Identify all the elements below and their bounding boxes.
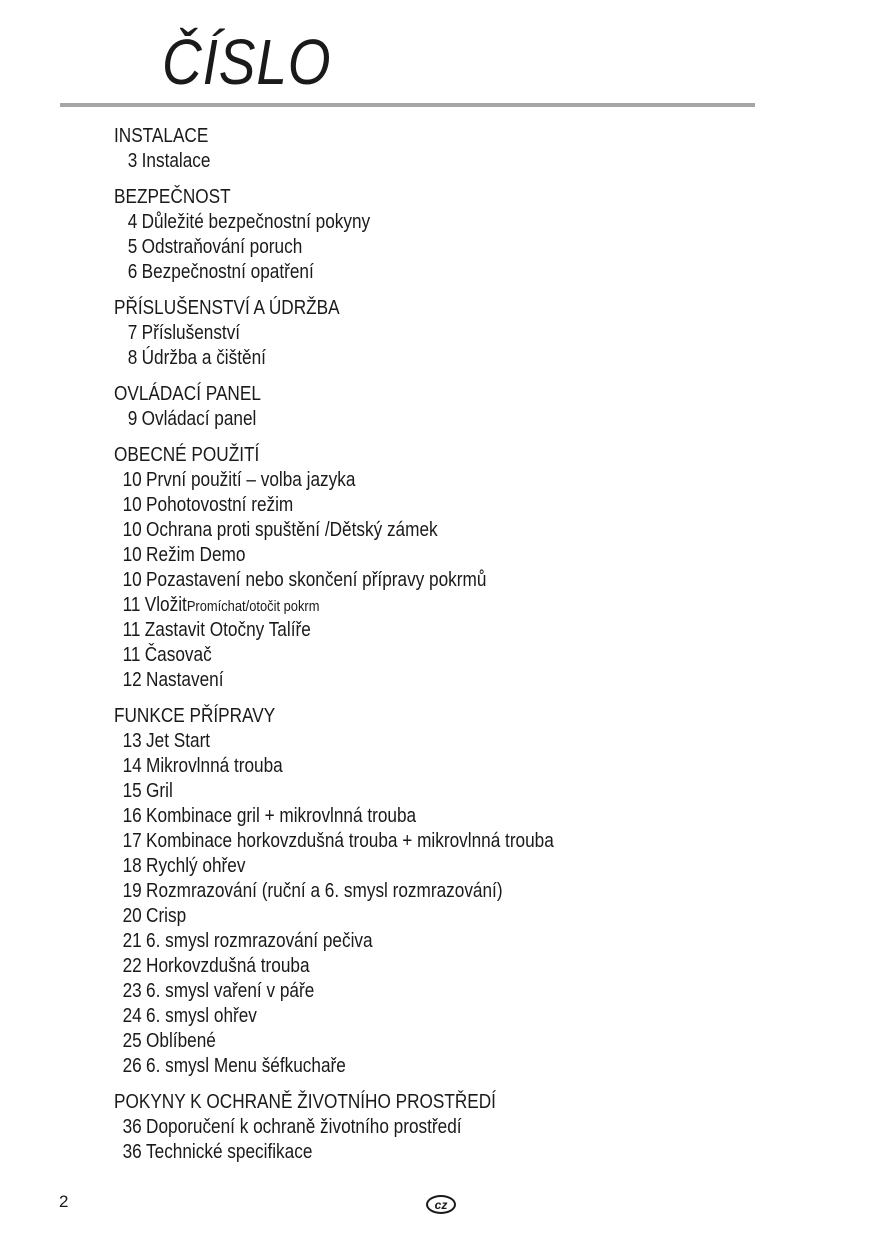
toc-entry-page: 11 [122, 594, 141, 616]
page-title: ČÍSLO [162, 26, 332, 98]
toc-entry [114, 593, 716, 618]
toc-entry [114, 407, 716, 432]
toc-entry-title: 6. smysl ohřev [146, 1005, 257, 1027]
toc-entry-title: Odstraňování poruch [141, 236, 303, 258]
toc-entry-title: Kombinace gril + mikrovlnná trouba [146, 805, 417, 827]
toc-entry [114, 493, 716, 518]
toc-entry [114, 149, 716, 174]
toc-entry-title: 6. smysl rozmrazování pečiva [146, 930, 373, 952]
language-badge [426, 1195, 456, 1214]
toc-entry [114, 1029, 716, 1054]
toc-entry-page: 10 [122, 544, 142, 566]
toc-entry-title: Důležité bezpečnostní pokyny [141, 211, 371, 233]
toc-entry [114, 1140, 716, 1165]
section-heading: POKYNY K OCHRANĚ ŽIVOTNÍHO PROSTŘEDÍ [114, 1091, 496, 1113]
language-badge-label: cz [434, 1197, 448, 1212]
section-heading: PŘÍSLUŠENSTVÍ A ÚDRŽBA [114, 297, 340, 319]
toc-entry [114, 346, 716, 371]
toc-entry [114, 804, 716, 829]
toc-entry [114, 568, 716, 593]
toc-entry-page: 19 [122, 880, 142, 902]
toc-section [114, 1090, 814, 1165]
toc-entry [114, 321, 716, 346]
toc-entry [114, 1004, 716, 1029]
toc-entry-page: 5 [127, 236, 138, 258]
toc-section [114, 296, 814, 371]
toc-entry-page: 24 [122, 1005, 142, 1027]
toc-entry-title: Oblíbené [146, 1030, 216, 1052]
toc-section [114, 443, 814, 693]
toc-section [114, 185, 814, 285]
toc-entry-page: 25 [122, 1030, 142, 1052]
toc-entry-title: Crisp [146, 905, 187, 927]
toc-entry [114, 468, 716, 493]
toc-entry-page: 13 [122, 730, 142, 752]
toc-entry-page: 18 [122, 855, 142, 877]
toc-entry-page: 36 [122, 1141, 142, 1163]
toc-entry-title: Doporučení k ochraně životního prostředí [146, 1116, 462, 1138]
toc-entry-title: Rozmrazování (ruční a 6. smysl rozmrazování) [146, 880, 503, 902]
toc-entry [114, 643, 716, 668]
toc-entry-title: Režim Demo [146, 544, 246, 566]
toc-entry-title: Ochrana proti spuštění /Dětský zámek [146, 519, 438, 541]
section-heading: OVLÁDACÍ PANEL [114, 383, 261, 405]
toc-entry-page: 10 [122, 494, 142, 516]
toc-entry-title: Nastavení [146, 669, 224, 691]
section-heading: OBECNÉ POUŽITÍ [114, 444, 260, 466]
toc-entry [114, 904, 716, 929]
toc-entry [114, 543, 716, 568]
toc-entry-title: Horkovzdušná trouba [146, 955, 310, 977]
toc-entry [114, 879, 716, 904]
toc-entry-subtitle: Promíchat/otočit pokrm [186, 598, 320, 615]
toc-entry [114, 1115, 716, 1140]
toc-entry-page: 16 [122, 805, 142, 827]
toc-entry [114, 1054, 716, 1079]
toc-entry [114, 210, 716, 235]
toc-entry-page: 15 [122, 780, 142, 802]
toc-entry-title: Instalace [141, 150, 211, 172]
toc-entry-page: 20 [122, 905, 142, 927]
toc-entry [114, 518, 716, 543]
toc-entry-page: 10 [122, 569, 142, 591]
toc-entry-page: 12 [122, 669, 142, 691]
toc-entry [114, 979, 716, 1004]
toc-entry-page: 11 [122, 619, 141, 641]
toc-entry-title: Jet Start [146, 730, 211, 752]
toc-entry [114, 668, 716, 693]
toc-entry-title: Kombinace horkovzdušná trouba + mikrovlnná trouba [146, 830, 554, 852]
toc-entry-page: 17 [122, 830, 142, 852]
toc-entry-page: 10 [122, 519, 142, 541]
section-heading: INSTALACE [114, 125, 209, 147]
page-number: 2 [59, 1192, 69, 1211]
toc-entry-title: Příslušenství [141, 322, 241, 344]
toc-entry-title: Časovač [144, 644, 212, 666]
toc-entry-title: Pohotovostní režim [146, 494, 294, 516]
toc-entry [114, 260, 716, 285]
toc-entry-page: 10 [122, 469, 142, 491]
toc-entry-page: 22 [122, 955, 142, 977]
toc-entry-page: 4 [127, 211, 138, 233]
toc-entry-title: Gril [146, 780, 173, 802]
toc-entry-page: 11 [122, 644, 141, 666]
toc-entry [114, 829, 716, 854]
toc-entry [114, 779, 716, 804]
toc-entry-title: Zastavit Otočny Talíře [144, 619, 311, 641]
toc-entry [114, 235, 716, 260]
toc-entry [114, 954, 716, 979]
toc-entry-page: 3 [127, 150, 138, 172]
toc-entry-title: První použití – volba jazyka [146, 469, 356, 491]
table-of-contents [114, 124, 814, 1176]
toc-entry [114, 854, 716, 879]
toc-entry-title: Údržba a čištění [141, 347, 266, 369]
toc-entry [114, 729, 716, 754]
toc-entry-page: 8 [127, 347, 138, 369]
section-heading: FUNKCE PŘÍPRAVY [114, 705, 276, 727]
toc-entry-title: Mikrovlnná trouba [146, 755, 283, 777]
toc-entry-page: 14 [122, 755, 142, 777]
toc-entry-title: 6. smysl Menu šéfkuchaře [146, 1055, 346, 1077]
toc-entry-title: Rychlý ohřev [146, 855, 246, 877]
toc-entry-title: Vložit [144, 594, 187, 616]
title-divider [60, 103, 755, 107]
toc-entry-page: 26 [122, 1055, 142, 1077]
section-heading: BEZPEČNOST [114, 186, 231, 208]
toc-entry-page: 6 [127, 261, 138, 283]
toc-entry-page: 36 [122, 1116, 142, 1138]
toc-entry-title: Pozastavení nebo skončení přípravy pokrmů [146, 569, 487, 591]
toc-entry-title: Ovládací panel [141, 408, 257, 430]
toc-entry-page: 21 [122, 930, 142, 952]
toc-section [114, 124, 814, 174]
toc-entry-title: Technické specifikace [146, 1141, 313, 1163]
toc-entry [114, 618, 716, 643]
toc-section [114, 382, 814, 432]
toc-entry-page: 23 [122, 980, 142, 1002]
toc-entry [114, 754, 716, 779]
toc-entry-page: 7 [127, 322, 138, 344]
toc-entry-page: 9 [127, 408, 138, 430]
toc-entry-title: 6. smysl vaření v páře [146, 980, 315, 1002]
toc-entry [114, 929, 716, 954]
toc-section [114, 704, 814, 1079]
toc-entry-title: Bezpečnostní opatření [141, 261, 314, 283]
